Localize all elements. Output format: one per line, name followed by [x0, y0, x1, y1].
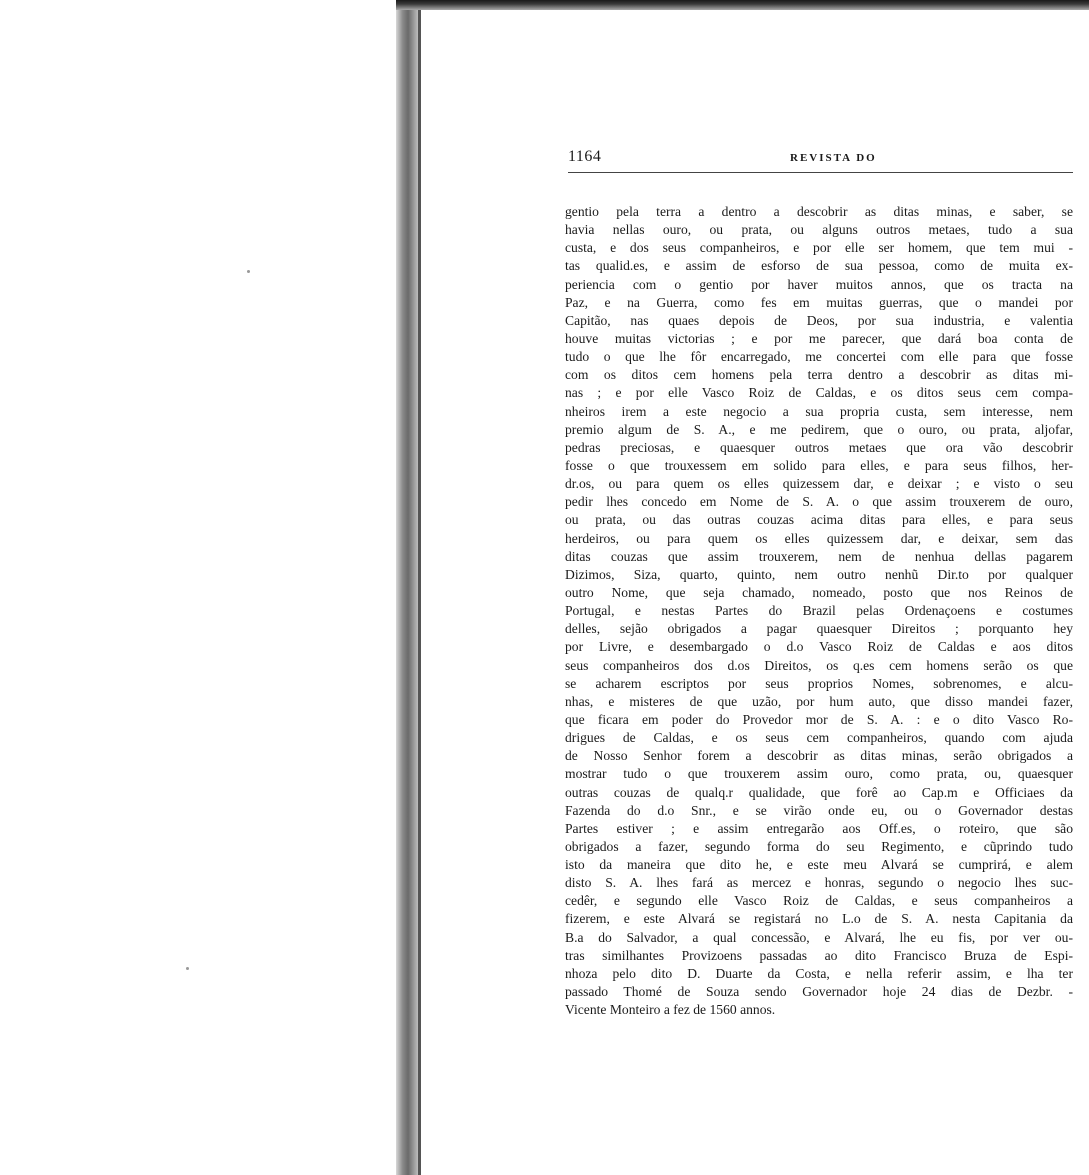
paper-speck — [186, 967, 189, 970]
text-line: mostrar tudo o que trouxerem assim ouro, como prata, ou, quaesquer — [565, 766, 1073, 782]
text-line: periencia com o gentio por haver muitos annos, que os tracta na — [565, 276, 1073, 292]
text-line: passado Thomé de Souza sendo Governador hoje 24 dias de Dezbr. - — [565, 984, 1073, 1000]
text-line: de Nosso Senhor forem a descobrir as ditas minas, serão obrigados a — [565, 748, 1073, 764]
text-line: nhoza pelo dito D. Duarte da Costa, e nella referir assim, e lha ter — [565, 965, 1073, 981]
text-line: drigues de Caldas, e os seus cem companheiros, quando com ajuda — [565, 730, 1073, 746]
text-line: custa, e dos seus companheiros, e por elle ser homem, que tem mui - — [565, 240, 1073, 256]
text-line: Paz, e na Guerra, como fes em muitas guerras, que o mandei por — [565, 294, 1073, 310]
text-line: nas ; e por elle Vasco Roiz de Caldas, e os ditos seus cem compa- — [565, 385, 1073, 401]
text-line: Vicente Monteiro a fez de 1560 annos. — [565, 1002, 776, 1018]
left-page-margin — [0, 0, 400, 1175]
text-line: fosse o que trouxessem em solido para elles, e para seus filhos, her- — [565, 457, 1073, 473]
text-line: por Livre, e desembargado o d.o Vasco Roiz de Caldas e aos ditos — [565, 639, 1073, 655]
text-line: Dizimos, Siza, quarto, quinto, nem outro nenhũ Dir.to por qualquer — [565, 566, 1073, 582]
text-line: ou prata, ou das outras couzas acima ditas para elles, e para seus — [565, 512, 1073, 528]
text-line: com os ditos cem homens pela terra dentro a descobrir as ditas mi- — [565, 367, 1073, 383]
body-text — [565, 203, 1073, 1019]
paper-speck — [247, 270, 250, 273]
text-line: se acharem escriptos por seus proprios Nomes, sobrenomes, e alcu- — [565, 675, 1073, 691]
text-line: havia nellas ouro, ou prata, ou alguns outros metaes, tudo a sua — [565, 222, 1073, 238]
text-line: outro Nome, que seja chamado, nomeado, posto que nos Reinos de — [565, 584, 1073, 600]
text-line: obrigados a fazer, segundo forma do seu Regimento, e cũprindo tudo — [565, 838, 1073, 854]
text-line: disto S. A. lhes fará as mercez e honras, segundo o negocio lhes suc- — [565, 875, 1073, 891]
running-head — [568, 146, 1073, 173]
journal-title: REVISTA DO — [790, 152, 877, 164]
text-line: premio algum de S. A., e me pedirem, que o ouro, ou prata, aljofar, — [565, 421, 1073, 437]
text-line: tudo o que lhe fôr encarregado, me concertei com elle para que fosse — [565, 349, 1073, 365]
text-line: nheiros irem a este negocio a sua propria custa, sem interesse, nem — [565, 403, 1073, 419]
text-line: delles, sejão obrigados a pagar quaesquer Direitos ; porquanto hey — [565, 621, 1073, 637]
text-line: pedras preciosas, e quaesquer outros metaes que ora vão descobrir — [565, 439, 1073, 455]
text-line: tras similhantes Provizoens passadas ao dito Francisco Bruza de Espi- — [565, 947, 1073, 963]
text-line: outras couzas de qualq.r qualidade, que forê ao Cap.m e Officiaes da — [565, 784, 1073, 800]
text-line: isto da maneira que dito he, e este meu Alvará se cumprirá, e alem — [565, 857, 1073, 873]
page-number: 1164 — [568, 148, 602, 165]
text-line: tas qualid.es, e assim de esforso de sua pessoa, como de muita ex- — [565, 258, 1073, 274]
text-line: Capitão, nas quaes depois de Deos, por sua industria, e valentia — [565, 312, 1073, 328]
text-line: que ficara em poder do Provedor mor de S. A. : e o dito Vasco Ro- — [565, 711, 1073, 727]
text-line: seus companheiros dos d.os Direitos, os q.es cem homens serão os que — [565, 657, 1073, 673]
text-line: Portugal, e nestas Partes do Brazil pelas Ordenaçoens e costumes — [565, 603, 1073, 619]
text-line: Fazenda do d.o Snr., e se virão onde eu, ou o Governador destas — [565, 802, 1073, 818]
text-line: pedir lhes concedo em Nome de S. A. o que assim trouxerem de ouro, — [565, 494, 1073, 510]
text-line: herdeiros, ou para quem os elles quizessem dar, e deixar, sem das — [565, 530, 1073, 546]
text-line: ditas couzas que assim trouxerem, nem de nenhua dellas pagarem — [565, 548, 1073, 564]
text-line: cedêr, e segundo elle Vasco Roiz de Caldas, e seus companheiros a — [565, 893, 1073, 909]
text-line: fizerem, e este Alvará se registará no L.o de S. A. nesta Capitania da — [565, 911, 1073, 927]
top-scan-border — [396, 0, 1089, 10]
text-line: B.a do Salvador, a qual concessão, e Alvará, lhe eu fis, por ver ou- — [565, 929, 1073, 945]
text-line: nhas, e misteres de que uzão, por hum auto, que disso mandei fazer, — [565, 693, 1073, 709]
book-spine — [396, 0, 418, 1175]
text-line: dr.os, ou para quem os elles quizessem dar, e deixar ; e visto o seu — [565, 476, 1073, 492]
text-line: gentio pela terra a dentro a descobrir as ditas minas, e saber, se — [565, 204, 1073, 219]
text-line: Partes estiver ; e assim entregarão aos Off.es, o roteiro, que são — [565, 820, 1073, 836]
text-line: houve muitas victorias ; e por me parecer, que dará boa conta de — [565, 330, 1073, 346]
